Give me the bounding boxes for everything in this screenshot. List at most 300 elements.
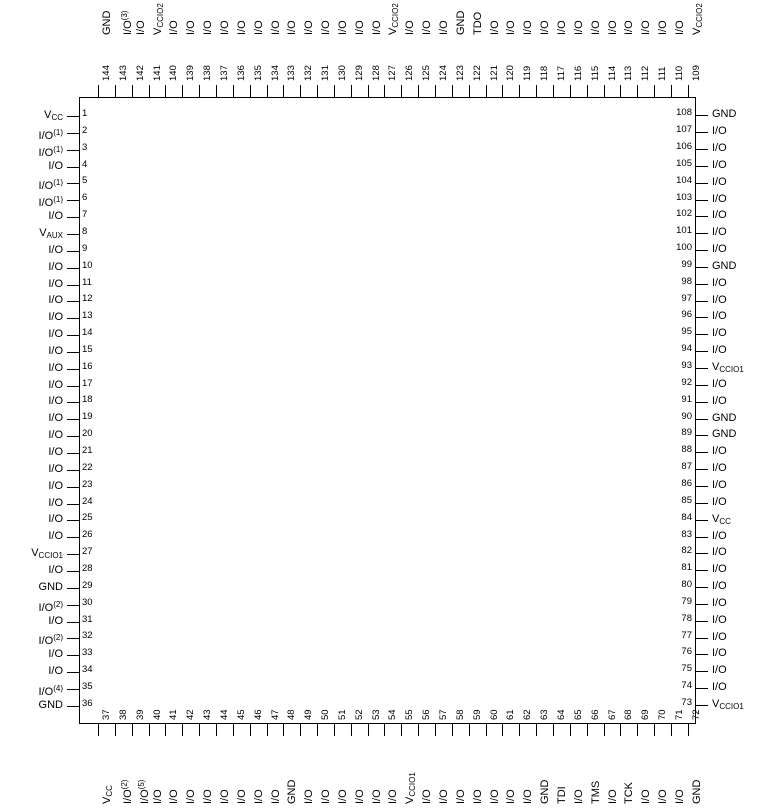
pin-label-117: I/O <box>555 20 568 35</box>
pin-tick-83 <box>696 537 708 538</box>
pin-number-21: 21 <box>82 445 93 456</box>
pin-label-93: $V_{CCIO1}$ <box>712 361 744 374</box>
pin-tick-136 <box>233 85 234 97</box>
pin-number-9: 9 <box>82 242 88 254</box>
pin-tick-106 <box>696 149 708 150</box>
pin-number-127: 127 <box>387 65 399 81</box>
pin-tick-8 <box>67 234 79 235</box>
pin-tick-82 <box>696 553 708 554</box>
pin-tick-2 <box>67 133 79 134</box>
pin-tick-26 <box>67 537 79 538</box>
pin-tick-120 <box>502 85 503 97</box>
pin-label-52: I/O <box>353 789 366 804</box>
pin-tick-56 <box>418 724 419 736</box>
pin-number-36: 36 <box>82 697 93 709</box>
pin-number-140: 140 <box>168 65 180 81</box>
pin-tick-60 <box>486 724 487 736</box>
pin-tick-44 <box>216 724 217 736</box>
pin-number-66: 66 <box>589 709 601 720</box>
pin-number-70: 70 <box>657 709 669 720</box>
pin-tick-75 <box>696 671 708 672</box>
pin-tick-72 <box>688 724 689 736</box>
pin-number-100: 100 <box>676 242 692 254</box>
pin-number-49: 49 <box>303 709 315 720</box>
pin-tick-7 <box>67 217 79 218</box>
pin-label-124: I/O <box>438 20 450 35</box>
pin-number-27: 27 <box>82 546 93 558</box>
pin-label-100: I/O <box>712 243 727 256</box>
pin-number-31: 31 <box>82 613 93 625</box>
pin-number-81: 81 <box>681 562 692 574</box>
pin-number-3: 3 <box>82 141 88 153</box>
pin-label-33: I/O <box>48 648 63 661</box>
pin-tick-124 <box>435 85 436 97</box>
pin-tick-121 <box>486 85 487 97</box>
pin-label-104: I/O <box>712 175 727 188</box>
pin-number-32: 32 <box>82 630 93 642</box>
pin-number-51: 51 <box>336 709 348 720</box>
pin-number-129: 129 <box>353 65 365 81</box>
pin-number-7: 7 <box>82 209 88 221</box>
pin-number-83: 83 <box>681 528 692 540</box>
pin-number-80: 80 <box>681 579 692 591</box>
pin-label-59: I/O <box>471 789 484 804</box>
pin-tick-91 <box>696 402 708 403</box>
pin-tick-32 <box>67 638 79 639</box>
pin-number-14: 14 <box>82 327 93 339</box>
pin-number-8: 8 <box>82 225 88 237</box>
pin-tick-70 <box>654 724 655 736</box>
pin-tick-132 <box>300 85 301 97</box>
pin-number-41: 41 <box>168 709 180 720</box>
pin-number-55: 55 <box>404 709 416 720</box>
pin-label-132: I/O <box>303 20 316 35</box>
pin-tick-122 <box>469 85 470 97</box>
pin-number-29: 29 <box>82 579 93 591</box>
pin-tick-96 <box>696 317 708 318</box>
pin-tick-45 <box>233 724 234 736</box>
pin-tick-59 <box>469 724 470 736</box>
pin-label-110: I/O <box>673 20 686 35</box>
pin-tick-141 <box>149 85 150 97</box>
pin-label-24: I/O <box>48 496 63 509</box>
pin-number-130: 130 <box>336 65 348 81</box>
pin-tick-46 <box>250 724 251 736</box>
pin-tick-97 <box>696 301 708 302</box>
pin-tick-27 <box>67 554 79 555</box>
pin-tick-39 <box>132 724 133 736</box>
pin-tick-81 <box>696 570 708 571</box>
pin-number-23: 23 <box>82 478 93 490</box>
pin-number-135: 135 <box>252 65 264 81</box>
pin-tick-73 <box>696 705 708 706</box>
pin-label-16: I/O <box>48 361 63 374</box>
pin-number-144: 144 <box>101 65 112 81</box>
pin-tick-140 <box>165 85 166 97</box>
pin-label-97: I/O <box>712 293 727 306</box>
pin-tick-13 <box>67 318 79 319</box>
pin-tick-93 <box>696 368 708 369</box>
pin-number-133: 133 <box>286 65 298 81</box>
pin-label-127: $V_{CCIO2}$ <box>387 3 401 35</box>
pin-tick-107 <box>696 132 708 133</box>
pin-number-98: 98 <box>681 275 692 287</box>
pin-number-121: 121 <box>488 65 500 81</box>
pin-number-124: 124 <box>438 65 449 81</box>
pin-label-10: I/O <box>48 260 63 273</box>
pin-label-113: I/O <box>623 20 636 35</box>
pin-number-19: 19 <box>82 411 93 423</box>
pin-number-53: 53 <box>370 709 382 720</box>
pin-label-55: $V_{CCIO1}$ <box>404 772 418 804</box>
pin-tick-99 <box>696 267 708 268</box>
pin-label-11: I/O <box>48 277 63 290</box>
pin-label-45: I/O <box>235 789 248 804</box>
pin-tick-111 <box>654 85 655 97</box>
pin-tick-20 <box>67 436 79 437</box>
pin-label-39: $I/O^{(5)}$ <box>136 779 151 804</box>
pin-tick-71 <box>671 724 672 736</box>
pin-tick-135 <box>250 85 251 97</box>
pin-label-84: $V_{CC}$ <box>712 512 731 526</box>
pin-number-71: 71 <box>673 709 685 720</box>
pin-label-14: I/O <box>48 328 63 341</box>
pin-label-29: GND <box>38 580 63 593</box>
pin-number-11: 11 <box>82 276 92 288</box>
pin-label-21: I/O <box>48 446 63 458</box>
pin-label-37: $V_{CC}$ <box>101 785 114 804</box>
pin-label-89: GND <box>712 428 737 441</box>
pin-label-66: TMS <box>589 780 602 804</box>
pin-tick-74 <box>696 688 708 689</box>
pin-label-102: I/O <box>712 209 727 222</box>
pin-label-91: I/O <box>712 394 727 407</box>
pin-tick-11 <box>67 285 79 286</box>
pin-label-131: I/O <box>320 20 333 35</box>
pin-number-79: 79 <box>681 595 692 607</box>
pin-tick-53 <box>368 724 369 736</box>
pin-label-48: GND <box>286 779 299 804</box>
pin-number-52: 52 <box>353 709 365 720</box>
pin-label-3: $I/O^{(1)}$ <box>38 144 63 159</box>
pin-number-22: 22 <box>82 461 93 473</box>
pin-label-13: I/O <box>48 311 63 324</box>
pin-tick-50 <box>317 724 318 736</box>
pin-number-110: 110 <box>673 65 685 81</box>
pin-label-140: I/O <box>168 20 181 35</box>
pin-number-90: 90 <box>681 410 692 422</box>
pin-number-92: 92 <box>681 376 692 388</box>
pin-tick-108 <box>696 115 708 116</box>
pin-number-86: 86 <box>681 477 692 489</box>
pin-number-97: 97 <box>681 292 692 304</box>
pin-label-78: I/O <box>712 613 727 626</box>
pin-number-113: 113 <box>623 65 635 81</box>
pin-number-46: 46 <box>252 709 264 720</box>
pin-tick-133 <box>283 85 284 97</box>
pin-label-17: I/O <box>48 378 63 391</box>
pin-number-54: 54 <box>387 709 399 720</box>
pin-tick-18 <box>67 402 79 403</box>
pin-number-136: 136 <box>235 65 247 81</box>
pin-label-2: $I/O^{(1)}$ <box>38 127 63 142</box>
pin-label-83: I/O <box>712 529 727 542</box>
pin-number-123: 123 <box>454 65 466 81</box>
pin-number-72: 72 <box>690 709 702 720</box>
pin-label-5: $I/O^{(1)}$ <box>38 178 63 193</box>
pin-tick-116 <box>570 85 571 97</box>
pin-tick-126 <box>401 85 402 97</box>
pin-tick-47 <box>267 724 268 736</box>
pin-tick-119 <box>519 85 520 97</box>
pin-number-74: 74 <box>681 680 692 692</box>
pin-number-99: 99 <box>681 258 692 270</box>
pin-label-25: I/O <box>48 513 63 526</box>
pin-number-102: 102 <box>676 208 692 220</box>
pin-label-31: I/O <box>48 614 63 627</box>
pin-number-132: 132 <box>303 65 315 81</box>
pin-label-7: I/O <box>48 210 63 223</box>
pin-tick-51 <box>334 724 335 736</box>
pin-number-77: 77 <box>681 629 692 641</box>
pin-tick-43 <box>199 724 200 736</box>
pin-number-87: 87 <box>681 461 692 473</box>
pin-tick-24 <box>67 504 79 505</box>
pin-number-44: 44 <box>218 709 230 720</box>
pin-tick-109 <box>688 85 689 97</box>
pin-tick-92 <box>696 385 708 386</box>
pin-label-40: I/O <box>151 789 164 804</box>
pin-tick-25 <box>67 520 79 521</box>
pin-label-57: I/O <box>438 789 450 804</box>
pin-tick-84 <box>696 520 708 521</box>
pin-tick-54 <box>384 724 385 736</box>
pin-label-105: I/O <box>712 158 727 171</box>
pin-number-115: 115 <box>589 65 601 81</box>
pin-tick-55 <box>401 724 402 736</box>
pin-number-78: 78 <box>681 612 692 624</box>
pin-label-65: I/O <box>572 789 585 804</box>
pin-label-75: I/O <box>712 664 727 677</box>
pin-label-73: $V_{CCIO1}$ <box>712 698 744 711</box>
pin-label-30: $I/O^{(2)}$ <box>38 599 63 614</box>
pin-number-18: 18 <box>82 394 93 406</box>
pin-number-95: 95 <box>681 326 692 338</box>
pin-number-50: 50 <box>320 709 332 720</box>
pin-label-101: I/O <box>712 226 727 239</box>
pin-label-116: I/O <box>572 20 585 35</box>
pin-tick-67 <box>604 724 605 736</box>
pin-tick-94 <box>696 351 708 352</box>
pin-number-108: 108 <box>676 107 692 119</box>
pin-number-131: 131 <box>320 65 332 81</box>
pin-label-134: I/O <box>269 20 282 35</box>
pin-number-88: 88 <box>681 444 692 456</box>
pin-label-34: I/O <box>48 665 63 678</box>
pin-number-13: 13 <box>82 310 93 322</box>
pin-label-80: I/O <box>712 580 727 593</box>
pin-tick-103 <box>696 200 708 201</box>
pin-number-82: 82 <box>681 545 692 557</box>
pin-number-39: 39 <box>134 709 146 720</box>
pin-label-20: I/O <box>48 429 63 442</box>
pin-tick-35 <box>67 689 79 690</box>
pin-label-88: I/O <box>712 445 727 458</box>
pin-label-90: GND <box>712 411 737 424</box>
pin-number-64: 64 <box>555 709 567 720</box>
pin-label-58: I/O <box>454 789 467 804</box>
pin-label-118: I/O <box>539 20 552 35</box>
pin-tick-9 <box>67 251 79 252</box>
pin-number-139: 139 <box>185 65 197 81</box>
pin-label-112: I/O <box>640 20 653 35</box>
pin-tick-142 <box>132 85 133 97</box>
pin-label-103: I/O <box>712 192 727 205</box>
pin-label-23: I/O <box>48 479 63 492</box>
pin-number-12: 12 <box>82 293 93 305</box>
pin-label-109: $V_{CCIO2}$ <box>690 3 704 35</box>
pin-number-40: 40 <box>151 709 163 720</box>
pin-tick-95 <box>696 334 708 335</box>
pin-label-86: I/O <box>712 478 727 491</box>
pin-tick-114 <box>604 85 605 97</box>
pin-label-130: I/O <box>336 20 349 35</box>
pin-label-108: GND <box>712 108 737 121</box>
pin-label-76: I/O <box>712 647 727 660</box>
pin-label-98: I/O <box>712 276 727 289</box>
pin-label-1: $V_{CC}$ <box>44 109 63 122</box>
pin-tick-128 <box>368 85 369 97</box>
pin-label-54: I/O <box>387 789 400 804</box>
pin-tick-144 <box>98 85 99 97</box>
pin-label-87: I/O <box>712 462 727 475</box>
pin-label-22: I/O <box>48 462 63 475</box>
pin-number-141: 141 <box>151 65 163 81</box>
pin-label-43: I/O <box>202 789 215 804</box>
pin-label-46: I/O <box>252 789 265 804</box>
pin-number-25: 25 <box>82 512 93 524</box>
pin-label-133: I/O <box>286 20 299 35</box>
pin-tick-21 <box>67 453 79 454</box>
pin-tick-34 <box>67 672 79 673</box>
pin-label-141: $V_{CCIO2}$ <box>151 3 165 35</box>
pin-tick-131 <box>317 85 318 97</box>
pin-label-74: I/O <box>712 681 727 694</box>
pin-label-47: I/O <box>269 789 282 804</box>
pin-number-126: 126 <box>404 65 416 81</box>
pin-tick-30 <box>67 605 79 606</box>
pin-tick-4 <box>67 167 79 168</box>
pin-tick-17 <box>67 386 79 387</box>
pin-number-45: 45 <box>235 709 247 720</box>
pin-label-41: I/O <box>168 789 181 804</box>
pin-label-38: $I/O^{(2)}$ <box>119 779 134 804</box>
pin-label-114: I/O <box>606 20 619 35</box>
pin-number-15: 15 <box>82 343 93 355</box>
pin-tick-65 <box>570 724 571 736</box>
pin-label-71: I/O <box>673 789 686 804</box>
pin-tick-61 <box>502 724 503 736</box>
pin-label-125: I/O <box>421 20 434 35</box>
pin-number-103: 103 <box>676 191 692 203</box>
pin-tick-118 <box>536 85 537 97</box>
pin-tick-15 <box>67 352 79 353</box>
pin-number-142: 142 <box>134 65 146 81</box>
pin-tick-129 <box>351 85 352 97</box>
pin-number-69: 69 <box>640 709 652 720</box>
pin-label-69: I/O <box>640 789 653 804</box>
pin-tick-76 <box>696 654 708 655</box>
pin-number-56: 56 <box>421 709 433 720</box>
pin-number-134: 134 <box>269 65 281 81</box>
pin-number-58: 58 <box>454 709 466 720</box>
pin-number-138: 138 <box>202 65 214 81</box>
pin-number-105: 105 <box>676 157 692 169</box>
pin-number-17: 17 <box>82 377 93 389</box>
pin-label-18: I/O <box>48 395 63 408</box>
pin-number-68: 68 <box>623 709 635 720</box>
pin-label-26: I/O <box>48 530 63 543</box>
pin-tick-31 <box>67 622 79 623</box>
pin-number-33: 33 <box>82 647 93 659</box>
pin-number-119: 119 <box>522 65 534 81</box>
pin-tick-5 <box>67 183 79 184</box>
pin-label-28: I/O <box>48 563 63 576</box>
pin-tick-22 <box>67 470 79 471</box>
pin-label-62: I/O <box>522 789 535 804</box>
pin-number-89: 89 <box>681 427 692 439</box>
pin-tick-90 <box>696 419 708 420</box>
pin-number-93: 93 <box>681 360 692 371</box>
pin-label-67: I/O <box>606 789 619 804</box>
pin-number-28: 28 <box>82 562 93 574</box>
pin-tick-127 <box>384 85 385 97</box>
pin-number-112: 112 <box>640 65 652 81</box>
pin-tick-14 <box>67 335 79 336</box>
pin-number-73: 73 <box>681 697 692 708</box>
pin-number-5: 5 <box>82 175 88 187</box>
pin-tick-10 <box>67 268 79 269</box>
pin-tick-115 <box>587 85 588 97</box>
pin-label-60: I/O <box>488 789 501 804</box>
pin-tick-85 <box>696 503 708 504</box>
pin-tick-143 <box>115 85 116 97</box>
pin-label-61: I/O <box>505 789 518 804</box>
pin-number-63: 63 <box>539 709 551 720</box>
pin-number-91: 91 <box>681 393 692 405</box>
pin-tick-66 <box>587 724 588 736</box>
pin-number-104: 104 <box>676 174 692 186</box>
pin-tick-105 <box>696 166 708 167</box>
pin-label-49: I/O <box>303 789 316 804</box>
pin-number-114: 114 <box>606 65 618 81</box>
pin-tick-86 <box>696 486 708 487</box>
pin-label-15: I/O <box>48 344 63 357</box>
pin-label-27: $V_{CCIO1}$ <box>31 547 63 561</box>
pin-label-50: I/O <box>320 789 333 804</box>
pin-label-122: TDO <box>471 11 484 35</box>
pin-label-106: I/O <box>712 141 727 154</box>
pin-tick-125 <box>418 85 419 97</box>
pin-number-101: 101 <box>676 225 692 237</box>
pin-tick-38 <box>115 724 116 736</box>
pin-number-48: 48 <box>286 709 298 720</box>
pin-number-38: 38 <box>117 709 129 720</box>
pin-tick-40 <box>149 724 150 736</box>
pin-tick-137 <box>216 85 217 97</box>
pin-tick-113 <box>620 85 621 97</box>
pin-tick-98 <box>696 284 708 285</box>
